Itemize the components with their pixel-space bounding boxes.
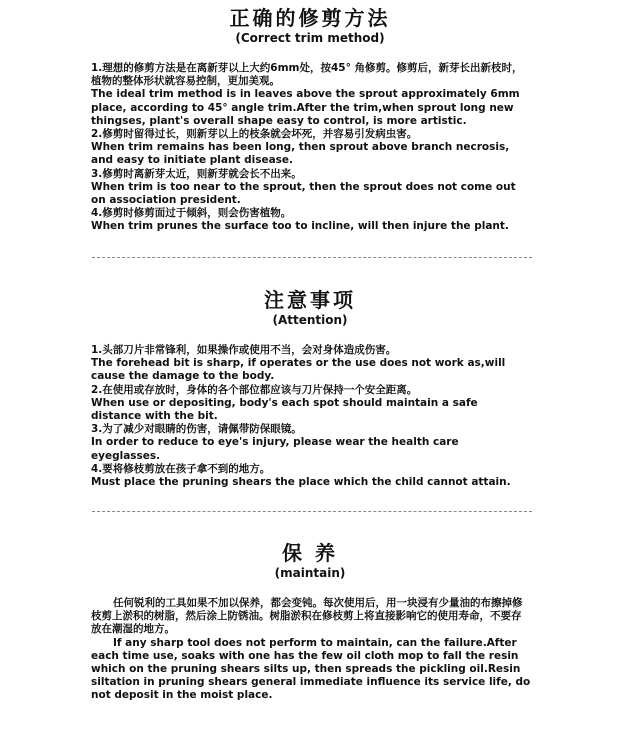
section-body-maintain <box>91 597 531 703</box>
paragraph: 任何锐利的工具如果不加以保养，都会变钝。每次使用后，用一块浸有少量油的布擦掉修枝剪上淤积的树脂，然后涂上防锈油。树脂淤积在修枝剪上将直接影响它的使用寿命，不要存放在潮湿的地方。 <box>91 597 523 636</box>
section-attention <box>0 288 620 328</box>
paragraph: When trim prunes the surface too to incline, will then injure the plant. <box>91 220 509 233</box>
paragraph: When trim remains has been long, then sprout above branch necrosis, and easy to initiate plant disease. <box>91 141 510 167</box>
dashed-divider <box>92 257 532 258</box>
section-maintain <box>0 541 620 581</box>
paragraph: 3.为了减少对眼睛的伤害，请佩带防保眼镜。 <box>91 423 302 436</box>
section-body-correct-trim <box>91 62 531 234</box>
paragraph: 4.要将修枝剪放在孩子拿不到的地方。 <box>91 462 271 475</box>
paragraph: The ideal trim method is in leaves above the sprout approximately 6mm place, according to 45° angle trim.After the trim,when sprout long new thingses, plant's overall shape easy to control, is more artistic. <box>91 88 520 127</box>
paragraph: 3.修剪时离新芽太近，则新芽就会长不出来。 <box>91 167 302 180</box>
section-correct-trim <box>0 6 620 46</box>
paragraph: Must place the pruning shears the place which the child cannot attain. <box>91 476 511 489</box>
section-subtitle: (Correct trim method) <box>235 31 385 45</box>
paragraph: When use or depositing, body's each spot should maintain a safe distance with the bit. <box>91 396 478 423</box>
section-body-attention <box>91 344 531 489</box>
paragraph: The forehead bit is sharp, if operates or the use does not work as,will cause the damage to the body. <box>91 357 506 383</box>
paragraph: 2.修剪时留得过长，则新芽以上的枝条就会坏死，并容易引发病虫害。 <box>91 128 418 141</box>
section-title: 保 养 <box>282 541 338 565</box>
paragraph: 4.修剪时修剪面过于倾斜，则会伤害植物。 <box>91 207 292 220</box>
paragraph: 1.理想的修剪方法是在离新芽以上大约6mm处，按45° 角修剪。修剪后，新芽长出新枝时，植物的整体形状就容易控制，更加美观。 <box>91 62 523 88</box>
dashed-divider <box>92 511 532 512</box>
section-subtitle: (maintain) <box>274 566 346 580</box>
paragraph: When trim is too near to the sprout, then the sprout does not come out on association president. <box>91 180 516 207</box>
section-title: 注意事项 <box>264 288 356 312</box>
paragraph: In order to reduce to eye's injury, please wear the health care eyeglasses. <box>91 436 459 462</box>
section-title: 正确的修剪方法 <box>229 6 391 30</box>
paragraph: If any sharp tool does not perform to maintain, can the failure.After each time use, soaks with one has the few oil cloth mop to fall the resin which on the pruning shears silts up, then spreads the pickling oil.Resin siltation in pruning shears general immediate influence its service life, do not deposit in the moist place. <box>91 636 531 702</box>
paragraph: 1.头部刀片非常锋利，如果操作或使用不当，会对身体造成伤害。 <box>91 344 397 356</box>
paragraph: 2.在使用或存放时，身体的各个部位都应该与刀片保持一个安全距离。 <box>91 383 418 396</box>
section-subtitle: (Attention) <box>272 313 348 327</box>
